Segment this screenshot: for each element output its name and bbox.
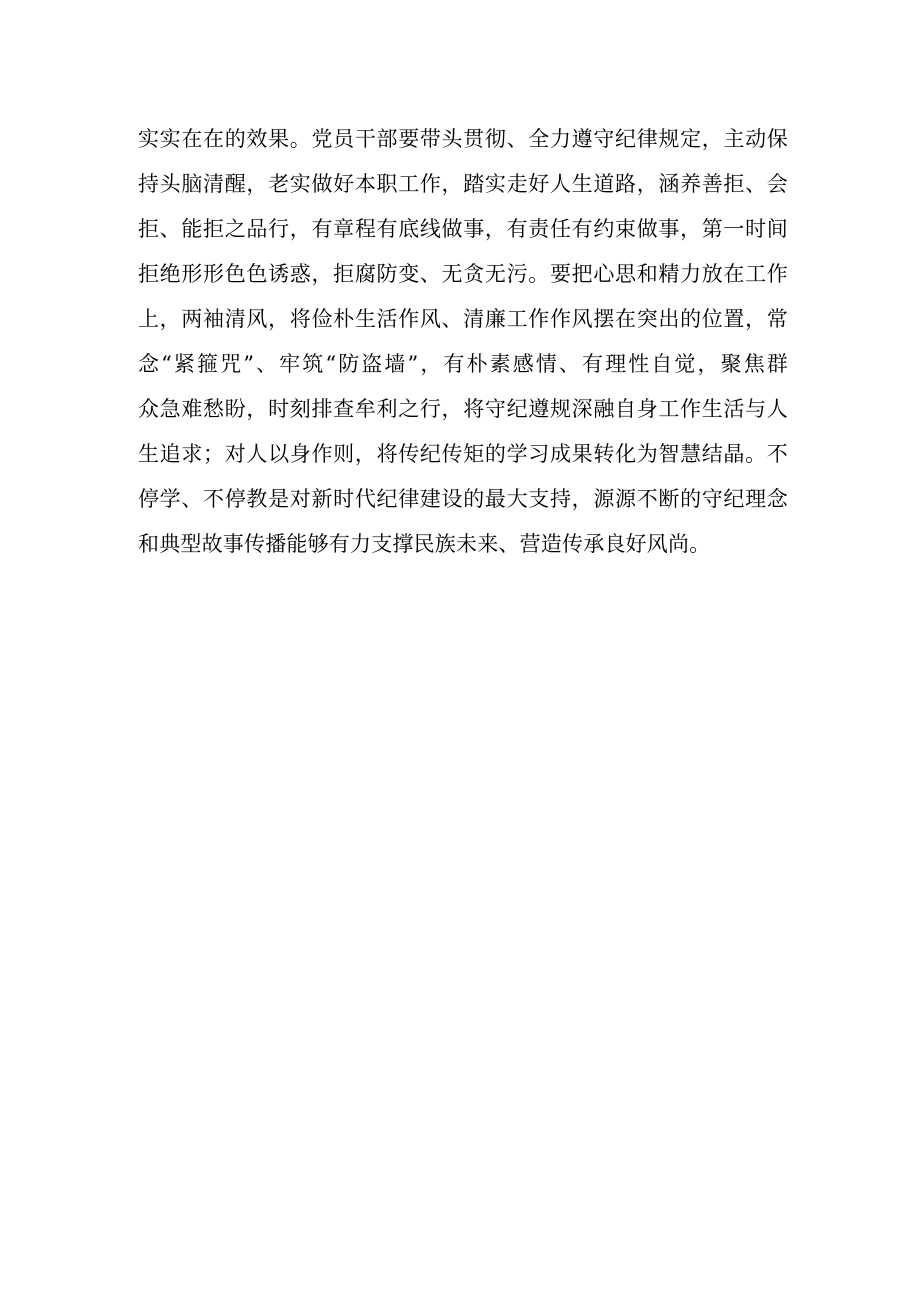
body-paragraph: [138, 117, 788, 567]
paragraph-line: 实实在在的效果。党员干部要带头贯彻、全力遵守纪律规定，主动保: [138, 127, 788, 151]
paragraph-line: 生追求；对人以身作则，将传纪传矩的学习成果转化为智慧结晶。不: [138, 442, 788, 466]
paragraph-line: 拒绝形形色色诱惑，拒腐防变、无贪无污。要把心思和精力放在工作: [138, 262, 788, 286]
paragraph-line: 上，两袖清风，将俭朴生活作风、清廉工作作风摆在突出的位置，常: [138, 307, 788, 331]
paragraph-line: 众急难愁盼，时刻排查牟利之行，将守纪遵规深融自身工作生活与人: [138, 397, 788, 421]
paragraph-line: 和典型故事传播能够有力支撑民族未来、营造传承良好风尚。: [138, 532, 711, 556]
paragraph-line: 念“紧箍咒”、牢筑“防盗墙”，有朴素感情、有理性自觉，聚焦群: [138, 352, 788, 376]
paragraph-line: 停学、不停教是对新时代纪律建设的最大支持，源源不断的守纪理念: [138, 487, 788, 511]
paragraph-line: 持头脑清醒，老实做好本职工作，踏实走好人生道路，涵养善拒、会: [138, 172, 788, 196]
paragraph-line: 拒、能拒之品行，有章程有底线做事，有责任有约束做事，第一时间: [138, 217, 788, 241]
